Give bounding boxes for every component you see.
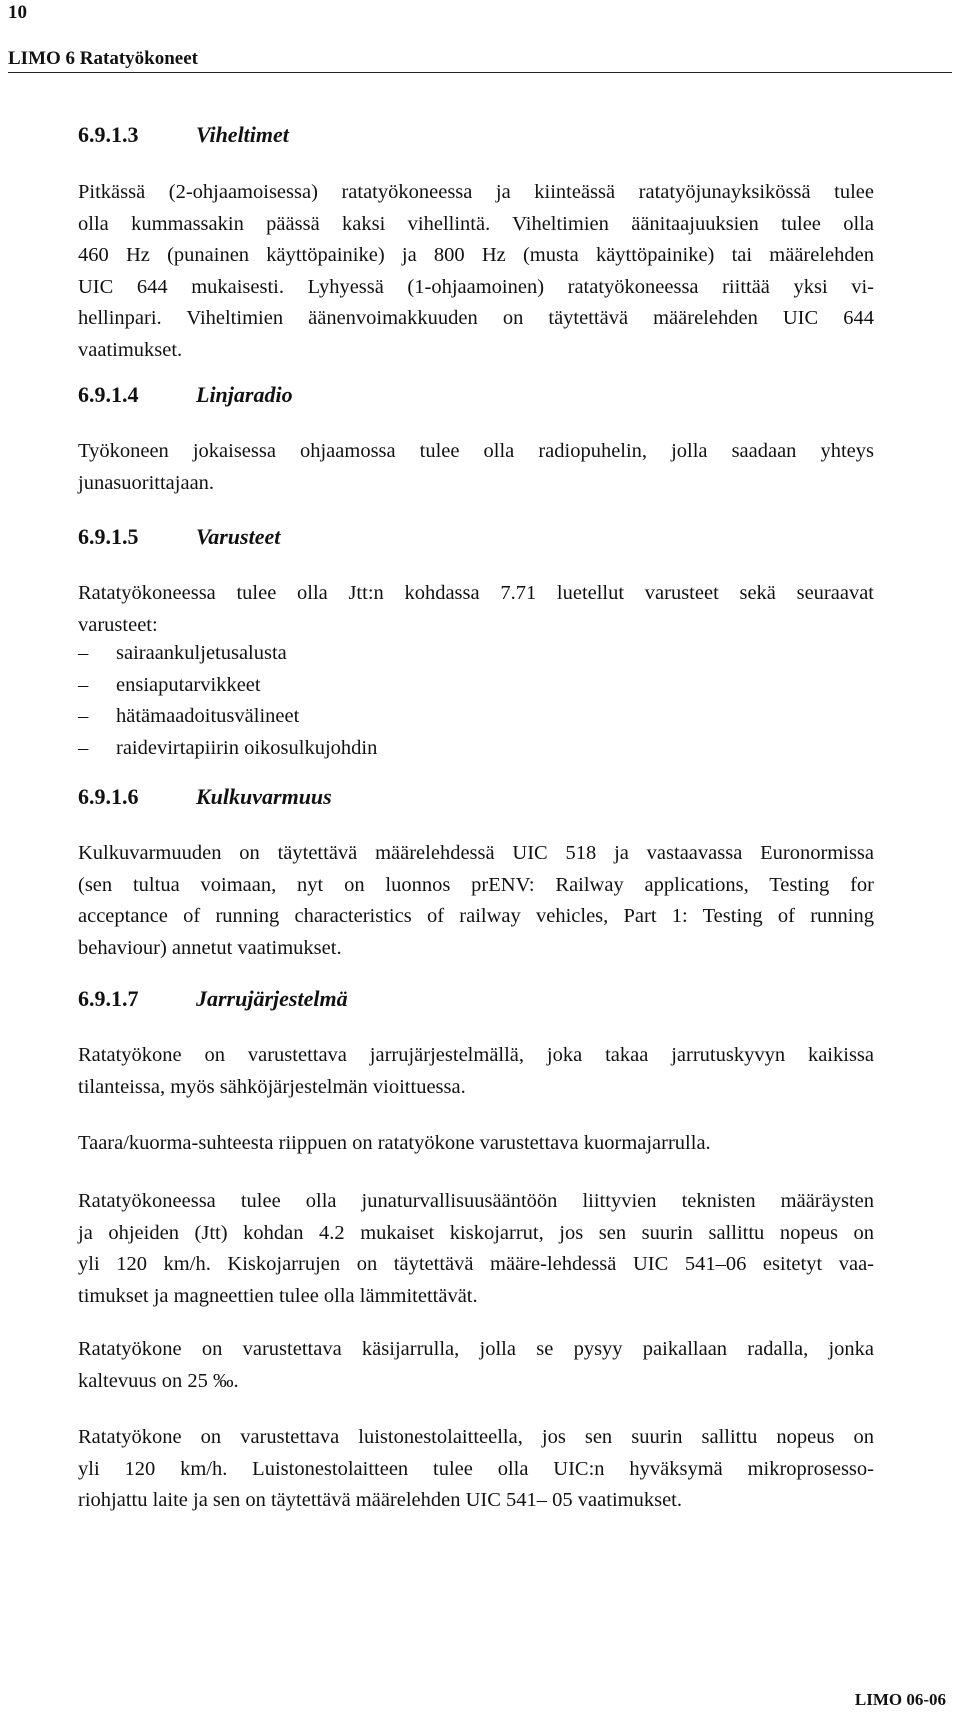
text-line: Kulkuvarmuuden on täytettävä määrelehdessä UIC 518 ja vastaavassa Euronormissa — [78, 842, 874, 864]
text-line: Ratatyökone on varustettava käsijarrulla, jolla se pysyy paikallaan radalla, jonka — [78, 1338, 874, 1360]
section-title: Linjaradio — [196, 382, 293, 407]
list-dash: – — [78, 736, 89, 759]
list-item-text: ensiaputarvikkeet — [116, 673, 261, 696]
paragraph-viheltimet — [78, 177, 874, 366]
list-dash: – — [78, 705, 89, 727]
text-line: riohjattu laite ja sen on täytettävä määrelehden UIC 541– 05 vaatimukset. — [78, 1489, 682, 1511]
list-item-text: raidevirtapiirin oikosulkujohdin — [116, 736, 378, 759]
section-heading-jarrujarjestelma — [78, 986, 348, 1012]
section-number: 6.9.1.3 — [78, 122, 139, 147]
paragraph-jarrujarjestelma-1 — [78, 1040, 874, 1103]
text-line: ja ohjeiden (Jtt) kohdan 4.2 mukaiset kiskojarrut, jos sen suurin sallittu nopeus on — [78, 1221, 874, 1244]
text-line: vaatimukset. — [78, 338, 183, 361]
footer-label: LIMO 06-06 — [854, 1690, 946, 1709]
paragraph-jarrujarjestelma-5 — [78, 1422, 874, 1517]
section-title: Jarrujärjestelmä — [196, 986, 348, 1011]
text-line: Työkoneen jokaisessa ohjaamossa tulee olla radiopuhelin, jolla saadaan yhteys — [78, 440, 874, 462]
text-line: Pitkässä (2-ohjaamoisessa) ratatyökoneessa ja kiinteässä ratatyöjunayksikössä tulee — [78, 181, 874, 203]
list-item — [78, 701, 377, 733]
equipment-list — [78, 638, 377, 764]
text-line: timukset ja magneettien tulee olla lämmitettävät. — [78, 1284, 478, 1307]
paragraph-jarrujarjestelma-2 — [78, 1128, 874, 1160]
section-number: 6.9.1.6 — [78, 784, 139, 809]
header-divider — [8, 72, 952, 73]
text-line: yli 120 km/h. Luistonestolaitteen tulee olla UIC:n hyväksymä mikroprosesso- — [78, 1457, 874, 1480]
list-item-text: hätämaadoitusvälineet — [116, 705, 300, 727]
page-number: 10 — [8, 2, 27, 23]
section-heading-linjaradio — [78, 382, 293, 408]
paragraph-jarrujarjestelma-3 — [78, 1186, 874, 1312]
text-line: kaltevuus on 25 ‰. — [78, 1369, 239, 1392]
text-line: olla kummassakin päässä kaksi vihellintä. Viheltimien äänitaajuuksien tulee olla — [78, 212, 874, 235]
section-title: Kulkuvarmuus — [196, 784, 332, 809]
text-line: behaviour) annetut vaatimukset. — [78, 936, 342, 959]
list-item — [78, 733, 377, 765]
text-line: acceptance of running characteristics of railway vehicles, Part 1: Testing of running — [78, 905, 874, 927]
list-dash: – — [78, 642, 89, 664]
section-heading-varusteet — [78, 524, 280, 550]
list-item-text: sairaankuljetusalusta — [116, 642, 287, 664]
section-heading-kulkuvarmuus — [78, 784, 332, 810]
section-heading-viheltimet — [78, 122, 289, 148]
section-number: 6.9.1.7 — [78, 986, 139, 1011]
text-line: Ratatyökoneessa tulee olla junaturvallisuusääntöön liittyvien teknisten määräysten — [78, 1190, 874, 1212]
text-line: yli 120 km/h. Kiskojarrujen on täytettävä määre-lehdessä UIC 541–06 esitetyt vaa- — [78, 1253, 874, 1275]
section-title: Varusteet — [196, 524, 281, 549]
text-line: UIC 644 mukaisesti. Lyhyessä (1-ohjaamoinen) ratatyökoneessa riittää yksi vi- — [78, 275, 874, 298]
text-line: (sen tultua voimaan, nyt on luonnos prENV: Railway applications, Testing for — [78, 873, 874, 896]
paragraph-varusteet — [78, 578, 874, 641]
section-title: Viheltimet — [196, 122, 289, 147]
list-dash: – — [78, 673, 89, 696]
section-number: 6.9.1.5 — [78, 524, 139, 549]
text-line: hellinpari. Viheltimien äänenvoimakkuuden on täytettävä määrelehden UIC 644 — [78, 307, 874, 329]
text-line: Ratatyökoneessa tulee olla Jtt:n kohdassa 7.71 luetellut varusteet sekä seuraavat — [78, 582, 874, 604]
paragraph-linjaradio — [78, 436, 874, 499]
text-line: 460 Hz (punainen käyttöpainike) ja 800 Hz (musta käyttöpainike) tai määrelehden — [78, 244, 874, 266]
text-line: varusteet: — [78, 613, 158, 636]
text-line: tilanteissa, myös sähköjärjestelmän vioittuessa. — [78, 1075, 466, 1098]
text-line: Ratatyökone on varustettava jarrujärjestelmällä, joka takaa jarrutuskyvyn kaikissa — [78, 1044, 874, 1066]
list-item — [78, 670, 377, 702]
document-title: LIMO 6 Ratatyökoneet — [8, 48, 198, 69]
list-item — [78, 638, 377, 670]
text-line: junasuorittajaan. — [78, 471, 215, 494]
text-line: Ratatyökone on varustettava luistonestolaitteella, jos sen suurin sallittu nopeus on — [78, 1426, 874, 1448]
paragraph-kulkuvarmuus — [78, 838, 874, 964]
paragraph-jarrujarjestelma-4 — [78, 1334, 874, 1397]
text-line: Taara/kuorma-suhteesta riippuen on ratatyökone varustettava kuormajarrulla. — [78, 1132, 711, 1154]
section-number: 6.9.1.4 — [78, 382, 139, 407]
